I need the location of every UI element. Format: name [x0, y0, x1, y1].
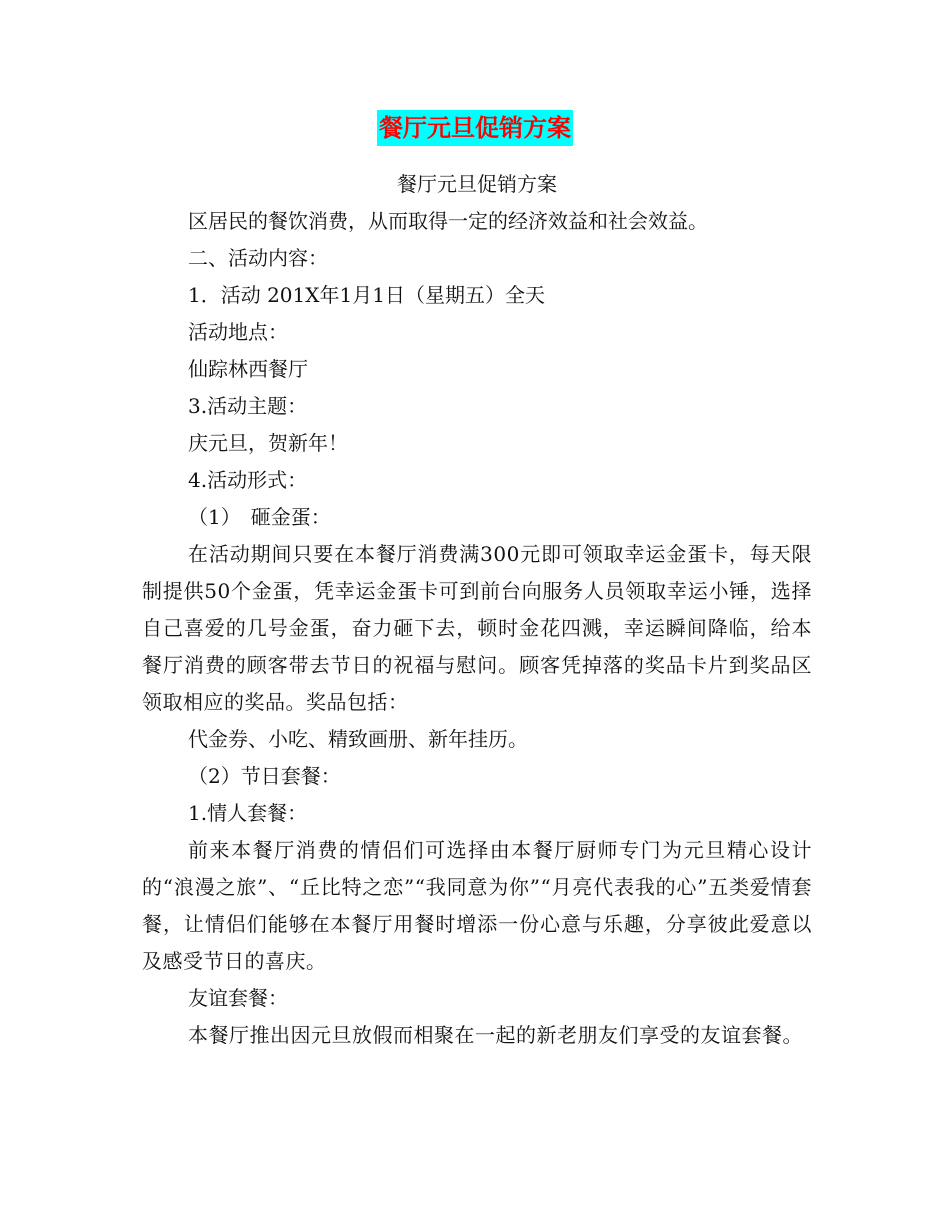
line-prizes: 代金券、小吃、精致画册、新年挂历。: [188, 727, 528, 751]
line-golden-egg-heading: （1） 砸金蛋：: [188, 505, 331, 529]
line-activity-time: 1．活动 201X年1月1日（星期五）全天: [188, 283, 545, 307]
line-intro-tail: 区居民的餐饮消费，从而取得一定的经济效益和社会效益。: [188, 209, 708, 233]
paragraph-lovers-set: 前来本餐厅消费的情侣们可选择由本餐厅厨师专门为元旦精心设计的“浪漫之旅”、“丘比特之恋”“我同意为你”“月亮代表我的心”五类爱情套餐，让情侣们能够在本餐厅用餐时增添一份心意与乐趣，分享彼此爱意以及感受节日的喜庆。: [142, 838, 812, 973]
document-body: [142, 166, 812, 1054]
line-theme-value: 庆元旦，贺新年！: [188, 431, 348, 455]
line-location-label: 活动地点：: [188, 320, 288, 344]
document-subheading: 餐厅元旦促销方案: [397, 172, 557, 196]
line-theme-label: 3.活动主题：: [188, 394, 308, 418]
paragraph-friends-set: 本餐厅推出因元旦放假而相聚在一起的新老朋友们享受的友谊套餐。: [188, 1023, 803, 1047]
line-section-two: 二、活动内容：: [188, 246, 328, 270]
line-holiday-set-heading: （2）节日套餐：: [188, 764, 341, 788]
paragraph-golden-egg: 在活动期间只要在本餐厅消费满300元即可领取幸运金蛋卡，每天限制提供50个金蛋，凭幸运金蛋卡可到前台向服务人员领取幸运小锤，选择自己喜爱的几号金蛋，奋力砸下去，顿时金花四溅，幸运瞬间降临，给本餐厅消费的顾客带去节日的祝福与慰问。顾客凭掉落的奖品卡片到奖品区领取相应的奖品。奖品包括：: [142, 542, 812, 714]
line-lovers-set-heading: 1.情人套餐：: [188, 801, 308, 825]
line-form-label: 4.活动形式：: [188, 468, 308, 492]
line-friends-set-heading: 友谊套餐：: [188, 986, 288, 1010]
line-location-value: 仙踪林西餐厅: [188, 357, 308, 381]
highlighted-title: 餐厅元旦促销方案: [377, 110, 573, 146]
document-heading: [0, 110, 950, 149]
